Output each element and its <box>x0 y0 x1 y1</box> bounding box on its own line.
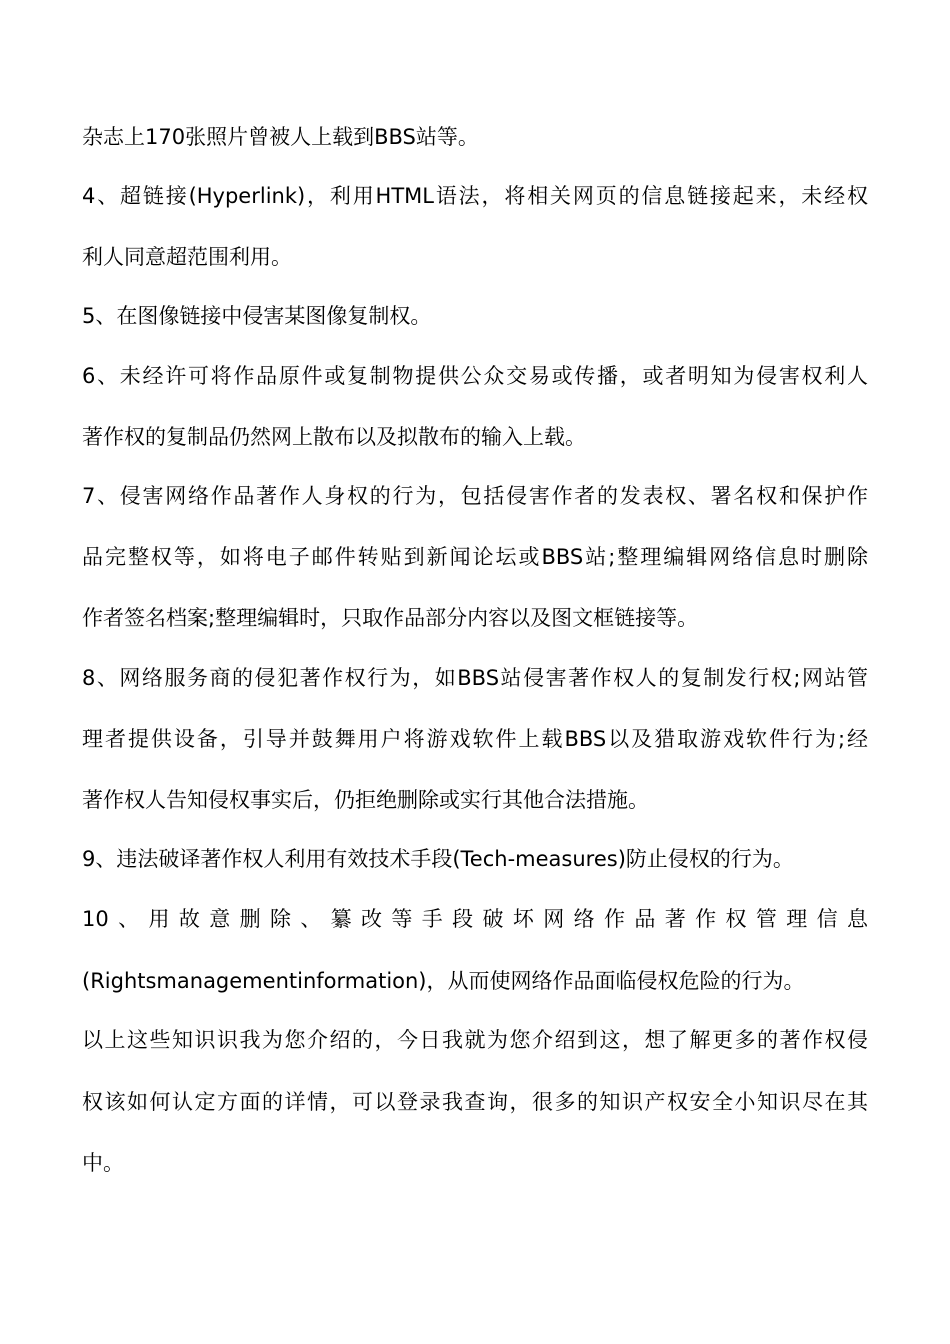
text-line: 8、网络服务商的侵犯著作权行为，如BBS站侵害著作权人的复制发行权;网站管 <box>82 666 868 690</box>
text-line: (Rightsmanagementinformation)，从而使网络作品面临侵权危险的行为。 <box>82 969 805 993</box>
text-line: 10、用故意删除、纂改等手段破坏网络作品著作权管理信息 <box>82 907 868 931</box>
text-line: 著作权的复制品仍然网上散布以及拟散布的输入上载。 <box>82 425 586 449</box>
text-line: 4、超链接(Hyperlink)，利用HTML语法，将相关网页的信息链接起来，未经权 <box>82 184 868 208</box>
text-line: 5、在图像链接中侵害某图像复制权。 <box>82 304 432 328</box>
text-line: 理者提供设备，引导并鼓舞用户将游戏软件上载BBS以及猎取游戏软件行为;经 <box>82 727 868 751</box>
text-line: 7、侵害网络作品著作人身权的行为，包括侵害作者的发表权、署名权和保护作 <box>82 484 868 508</box>
text-line: 著作权人告知侵权事实后，仍拒绝删除或实行其他合法措施。 <box>82 788 649 812</box>
text-line: 6、未经许可将作品原件或复制物提供公众交易或传播，或者明知为侵害权利人 <box>82 364 868 388</box>
text-line: 权该如何认定方面的详情，可以登录我查询，很多的知识产权安全小知识尽在其 <box>82 1090 868 1114</box>
text-line: 作者签名档案;整理编辑时，只取作品部分内容以及图文框链接等。 <box>82 606 699 630</box>
text-line: 杂志上170张照片曾被人上载到BBS站等。 <box>82 125 479 149</box>
text-line: 品完整权等，如将电子邮件转贴到新闻论坛或BBS站;整理编辑网络信息时删除 <box>82 545 868 569</box>
text-line: 9、违法破译著作权人利用有效技术手段(Tech-measures)防止侵权的行为。 <box>82 847 794 871</box>
text-line: 以上这些知识识我为您介绍的，今日我就为您介绍到这，想了解更多的著作权侵 <box>82 1028 868 1052</box>
text-line: 利人同意超范围利用。 <box>82 245 292 269</box>
text-line: 中。 <box>82 1151 124 1175</box>
